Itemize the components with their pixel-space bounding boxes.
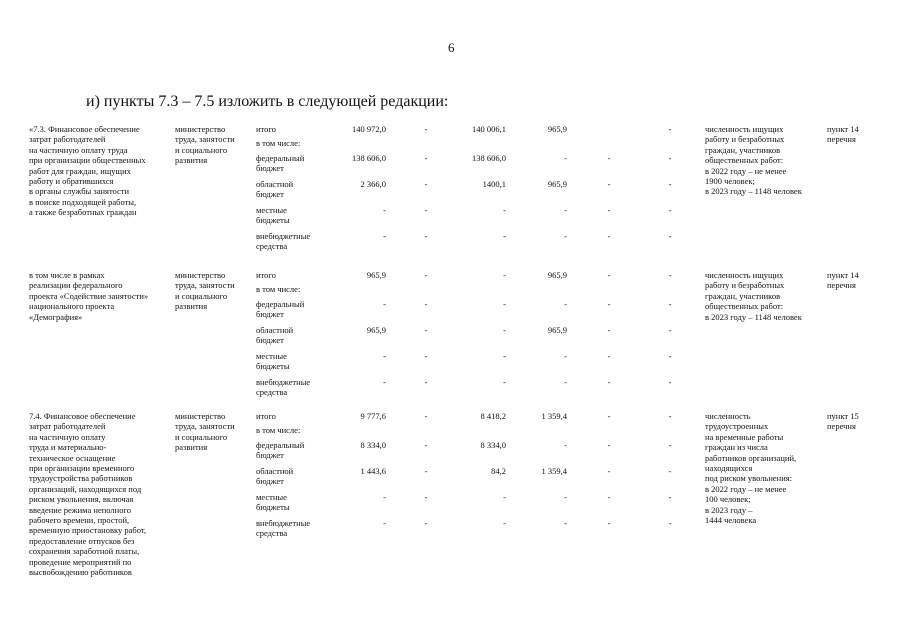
amount-cell: - <box>503 377 506 387</box>
amount-cell: - <box>564 492 567 502</box>
amount-cell: - <box>564 518 567 528</box>
amount-cell: - <box>607 153 611 163</box>
amount-cell: - <box>424 325 428 335</box>
measure-name: в том числе в рамках реализации федерального проекта «Содействие занятости» национального проекта «Демография» <box>29 270 149 322</box>
amount-cell: - <box>424 492 428 502</box>
executor: министерство труда, занятости и социального развития <box>175 411 235 453</box>
amount-cell: - <box>503 351 506 361</box>
funding-source: местные бюджеты <box>256 205 290 225</box>
amount-cell: 8 334,0 <box>360 440 386 450</box>
funding-source: областной бюджет <box>256 179 294 199</box>
amount-cell: - <box>564 377 567 387</box>
amount-cell: - <box>607 492 611 502</box>
amount-cell: 9 777,6 <box>360 411 386 421</box>
amount-cell: - <box>607 518 611 528</box>
amount-cell: - <box>607 440 611 450</box>
amount-cell: - <box>424 377 428 387</box>
amount-cell: - <box>564 351 567 361</box>
amount-cell: 965,9 <box>547 124 567 134</box>
amount-cell: - <box>503 299 506 309</box>
amount-cell: - <box>503 492 506 502</box>
amount-cell: - <box>607 270 611 280</box>
funding-source: федеральный бюджет <box>256 153 305 173</box>
funding-source: внебюджетные средства <box>256 518 311 538</box>
amount-cell: - <box>424 440 428 450</box>
amount-cell: - <box>668 325 672 335</box>
amount-cell: - <box>668 492 672 502</box>
target-indicator: численность ищущих работу и безработных граждан, участников общественных работ: в 2022 году – не менее 1900 человек; в 2023 году – 1148 человек <box>705 124 802 197</box>
amount-cell: - <box>383 492 386 502</box>
amount-cell: - <box>668 124 672 134</box>
amount-cell: - <box>424 518 428 528</box>
amount-cell: - <box>564 299 567 309</box>
amount-cell: - <box>668 351 672 361</box>
target-indicator: численность ищущих работу и безработных граждан, участников общественных работ: в 2023 году – 1148 человек <box>705 270 802 322</box>
funding-source: областной бюджет <box>256 466 294 486</box>
funding-source: в том числе: <box>256 138 301 148</box>
measure-name: 7.4. Финансовое обеспечение затрат работодателей на частичную оплату труда и материально- техническое оснащение при организации временного трудоустройства работников организаций, находящихся под риском увольнения, включая введение режима неполного рабочего времени, простой, временную приостановку работ, предоставление отпусков без сохранения заработной платы, проведение мероприятий по высвобождению работников <box>29 411 147 578</box>
amount-cell: - <box>564 440 567 450</box>
amount-cell: - <box>668 518 672 528</box>
funding-source: местные бюджеты <box>256 351 290 371</box>
funding-source: итого <box>256 411 276 421</box>
amount-cell: - <box>668 440 672 450</box>
amount-cell: - <box>383 518 386 528</box>
funding-source: итого <box>256 270 276 280</box>
funding-source: местные бюджеты <box>256 492 290 512</box>
amount-cell: - <box>424 466 428 476</box>
amount-cell: 965,9 <box>547 179 567 189</box>
target-indicator: численность трудоустроенных на временные работы граждан из числа работников организаций, находящихся под риском увольнения: в 2022 году – не менее 100 человек; в 2023 году – 1444 человека <box>705 411 797 526</box>
amount-cell: - <box>668 270 672 280</box>
funding-source: федеральный бюджет <box>256 299 305 319</box>
amount-cell: 1 359,4 <box>541 466 567 476</box>
amount-cell: - <box>668 411 672 421</box>
amount-cell: - <box>607 466 611 476</box>
amount-cell: 140 972,0 <box>352 124 386 134</box>
amount-cell: - <box>564 231 567 241</box>
amount-cell: - <box>607 179 611 189</box>
amount-cell: - <box>564 153 567 163</box>
amount-cell: - <box>503 205 506 215</box>
amount-cell: - <box>424 299 428 309</box>
amount-cell: - <box>424 411 428 421</box>
funding-source: федеральный бюджет <box>256 440 305 460</box>
amount-cell: 8 334,0 <box>480 440 506 450</box>
amount-cell: - <box>564 205 567 215</box>
amount-cell: - <box>424 205 428 215</box>
amount-cell: - <box>424 179 428 189</box>
amount-cell: - <box>383 351 386 361</box>
amount-cell: - <box>424 270 428 280</box>
executor: министерство труда, занятости и социального развития <box>175 124 235 166</box>
amount-cell: 1400,1 <box>482 179 506 189</box>
program-reference: пункт 15 перечня <box>827 411 859 432</box>
funding-source: итого <box>256 124 276 134</box>
amount-cell: - <box>607 299 611 309</box>
funding-source: внебюджетные средства <box>256 231 311 251</box>
program-reference: пункт 14 перечня <box>827 124 859 145</box>
amount-cell: - <box>607 231 611 241</box>
funding-source: внебюджетные средства <box>256 377 311 397</box>
amount-cell: 138 606,0 <box>352 153 386 163</box>
amount-cell: - <box>383 205 386 215</box>
amount-cell: - <box>383 377 386 387</box>
amount-cell: 965,9 <box>366 270 386 280</box>
amount-cell: - <box>503 518 506 528</box>
amount-cell: - <box>503 231 506 241</box>
amount-cell: - <box>668 377 672 387</box>
amount-cell: - <box>607 377 611 387</box>
amount-cell: 84,2 <box>491 466 506 476</box>
amount-cell: - <box>424 124 428 134</box>
program-reference: пункт 14 перечня <box>827 270 859 291</box>
funding-source: в том числе: <box>256 284 301 294</box>
amount-cell: - <box>383 299 386 309</box>
amount-cell: - <box>668 153 672 163</box>
amount-cell: - <box>668 179 672 189</box>
amount-cell: - <box>424 231 428 241</box>
amount-cell: 138 606,0 <box>472 153 506 163</box>
amount-cell: 965,9 <box>547 270 567 280</box>
amount-cell: - <box>424 153 428 163</box>
amount-cell: 965,9 <box>366 325 386 335</box>
executor: министерство труда, занятости и социального развития <box>175 270 235 312</box>
amount-cell: 1 443,6 <box>360 466 386 476</box>
amount-cell: 2 366,0 <box>360 179 386 189</box>
funding-source: областной бюджет <box>256 325 294 345</box>
amount-cell: 140 006,1 <box>472 124 506 134</box>
amount-cell: 965,9 <box>547 325 567 335</box>
amount-cell: - <box>668 231 672 241</box>
amount-cell: - <box>503 270 506 280</box>
amount-cell: - <box>668 466 672 476</box>
amount-cell: - <box>503 325 506 335</box>
page-number: 6 <box>448 40 455 55</box>
amount-cell: - <box>668 205 672 215</box>
amount-cell: - <box>424 351 428 361</box>
amount-cell: - <box>668 299 672 309</box>
amount-cell: - <box>607 325 611 335</box>
amount-cell: - <box>383 231 386 241</box>
amount-cell: - <box>607 411 611 421</box>
amount-cell: - <box>607 205 611 215</box>
heading: и) пункты 7.3 – 7.5 изложить в следующей редакции: <box>86 93 449 110</box>
measure-name: «7.3. Финансовое обеспечение затрат работодателей на частичную оплату труда при организации общественных работ для граждан, ищущих работу и обратившихся в органы службы занятости в поиске подходящей работы, а также безработных граждан <box>29 124 146 218</box>
funding-source: в том числе: <box>256 425 301 435</box>
amount-cell: - <box>607 351 611 361</box>
amount-cell: 1 359,4 <box>541 411 567 421</box>
amount-cell: 8 418,2 <box>480 411 506 421</box>
